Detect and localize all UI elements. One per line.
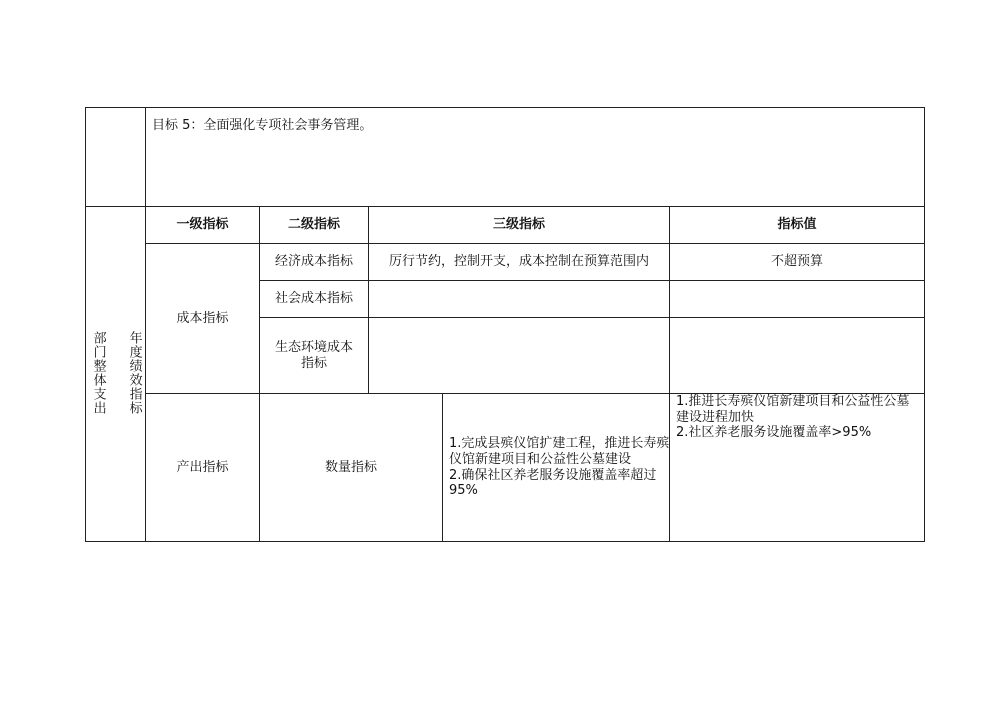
quantity-level3-line: 2.确保社区养老服务设施覆盖率超过 — [449, 467, 657, 483]
social-cost-level3 — [369, 281, 670, 318]
quantity-value — [670, 394, 925, 542]
social-cost-label: 社会成本指标 — [260, 281, 369, 318]
economic-cost-label: 经济成本指标 — [260, 244, 369, 281]
quantity-indicator-label: 数量指标 — [260, 394, 443, 542]
quantity-value-line: 建设进程加快 — [676, 409, 755, 425]
quantity-value-line: 2.社区养老服务设施覆盖率>95% — [676, 425, 872, 441]
quantity-level3-line: 95% — [449, 483, 478, 499]
social-cost-value — [670, 281, 925, 318]
goal-text: 目标 5：全面强化专项社会事务管理。 — [146, 108, 925, 207]
quantity-level3-line: 仪馆新建项目和公益性公墓建设 — [449, 451, 632, 467]
blank-left-cell — [86, 108, 146, 207]
side-label-cell — [86, 207, 146, 542]
cost-indicator-label: 成本指标 — [146, 244, 260, 394]
quantity-level3-line: 1.完成县殡仪馆扩建工程，推进长寿殡 — [449, 436, 670, 452]
side-label-annual: 年度绩效指标 — [126, 331, 142, 415]
economic-cost-value: 不超预算 — [670, 244, 925, 281]
economic-cost-level3: 厉行节约，控制开支，成本控制在预算范围内 — [369, 244, 670, 281]
eco-cost-label-line2: 指标 — [300, 355, 327, 371]
eco-cost-label-line1: 生态环境成本 — [274, 339, 353, 355]
eco-cost-level3 — [369, 318, 670, 394]
performance-indicator-table — [85, 107, 925, 542]
eco-cost-label — [260, 318, 369, 394]
quantity-value-line: 1.推进长寿殡仪馆新建项目和公益性公墓 — [676, 394, 910, 409]
header-level3: 三级指标 — [369, 207, 670, 244]
header-value: 指标值 — [670, 207, 925, 244]
header-level2: 二级指标 — [260, 207, 369, 244]
eco-cost-value — [670, 318, 925, 394]
output-indicator-label: 产出指标 — [146, 394, 260, 542]
side-label-department: 部门整体支出 — [90, 331, 106, 415]
header-level1: 一级指标 — [146, 207, 260, 244]
quantity-level3 — [443, 394, 670, 542]
